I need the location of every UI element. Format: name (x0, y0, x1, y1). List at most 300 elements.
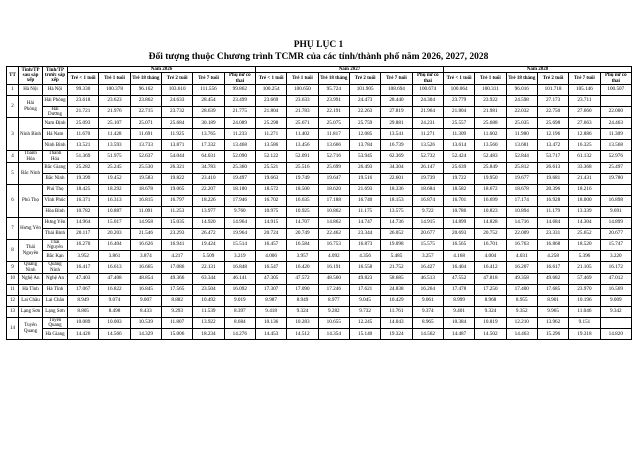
value-cell: 13.568 (600, 140, 631, 151)
value-cell: 9.732 (349, 306, 380, 317)
value-cell: 5.485 (381, 251, 412, 262)
sub-header-cell: Trẻ < 1 tuổi (443, 73, 474, 85)
value-cell: 46.141 (224, 273, 255, 284)
value-cell: 14.828 (475, 217, 506, 228)
value-cell: 11.807 (161, 317, 192, 329)
value-cell: 14.915 (255, 217, 286, 228)
value-cell: 19.497 (224, 173, 255, 184)
value-cell: 28.639 (193, 106, 224, 118)
province-after: Quảng Ninh (19, 262, 43, 274)
value-cell: 4.356 (349, 251, 380, 262)
value-cell: 13.666 (318, 140, 349, 151)
value-cell: 22.601 (381, 173, 412, 184)
value-cell: 25.245 (99, 162, 130, 173)
value-cell: 23.633 (287, 95, 318, 106)
sub-header-cell: Trẻ < 1 tuổi (255, 73, 286, 85)
value-cell: 13.575 (381, 206, 412, 217)
row-number: 3 (7, 118, 19, 151)
province-after: Bắc Ninh (19, 162, 43, 184)
row-number: 1 (7, 84, 19, 95)
value-cell: 13.541 (381, 129, 412, 140)
value-cell: 4.004 (475, 251, 506, 262)
province-before: Thái Bình (43, 228, 68, 239)
value-cell: 52.716 (318, 151, 349, 163)
page-subtitle: Đối tượng thuộc Chương trình TCMR của các tỉnh/thành phố năm 2026, 2027, 2028 (148, 52, 489, 62)
province-after: Thái Nguyên (19, 239, 43, 262)
value-cell: 15.140 (349, 329, 380, 340)
sub-header-cell: Phụ nữ có thai (412, 73, 443, 85)
value-cell: 9.691 (600, 206, 631, 217)
sub-header-cell: Phụ nữ có thai (600, 73, 631, 85)
table-row (7, 206, 632, 217)
value-cell: 25.699 (318, 162, 349, 173)
value-cell: 23.618 (68, 95, 99, 106)
value-cell: 22.750 (537, 106, 568, 118)
value-cell: 3.957 (287, 251, 318, 262)
value-cell: 22.032 (506, 106, 537, 118)
value-cell: 10.894 (506, 206, 537, 217)
value-cell: 10.786 (443, 206, 474, 217)
value-cell: 18.582 (443, 184, 474, 195)
value-cell: 3.257 (412, 251, 443, 262)
value-cell: 14.964 (224, 217, 255, 228)
value-cell: 11.046 (569, 306, 600, 317)
value-cell: 16.868 (537, 239, 568, 251)
province-before: Phú Thọ (43, 184, 68, 195)
value-cell: 14.426 (68, 329, 99, 340)
value-cell: 8.684 (224, 317, 255, 329)
value-cell: 9.401 (443, 306, 474, 317)
value-cell: 19.964 (224, 228, 255, 239)
value-cell: 9.007 (130, 295, 161, 306)
value-cell: 108.694 (381, 84, 412, 95)
value-cell: 47.012 (600, 273, 631, 284)
value-cell: 10.384 (443, 317, 474, 329)
value-cell: 14.329 (130, 329, 161, 340)
value-cell: 9.722 (412, 206, 443, 217)
province-before: Hải Phòng (43, 95, 68, 106)
value-cell: 3.219 (224, 251, 255, 262)
value-cell: 9.151 (569, 317, 600, 329)
value-cell: 15.296 (537, 329, 568, 340)
value-cell: 21.976 (99, 106, 130, 118)
value-cell: 4.258 (537, 251, 568, 262)
row-number: 6 (7, 184, 19, 217)
value-cell: 10.196 (569, 295, 600, 306)
value-cell: 18.000 (569, 195, 600, 206)
value-cell: 22.263 (349, 106, 380, 118)
value-cell: 14.862 (318, 217, 349, 228)
value-cell: 14.502 (475, 329, 506, 340)
value-cell: 25.671 (287, 118, 318, 129)
value-cell: 4.217 (161, 251, 192, 262)
value-cell: 23.922 (475, 95, 506, 106)
province-before: Hòa Bình (43, 206, 68, 217)
value-cell: 19.318 (569, 329, 600, 340)
sub-header-cell: Trẻ 18 tháng (130, 73, 161, 85)
value-cell: 13.456 (287, 140, 318, 151)
value-cell: 21.105 (569, 262, 600, 274)
value-cell: 30.189 (193, 118, 224, 129)
row-number: 11 (7, 284, 19, 295)
row-number: 9 (7, 262, 19, 274)
value-cell: 16.763 (506, 239, 537, 251)
province-after: Hưng Yên (19, 217, 43, 239)
value-cell: 64.031 (193, 151, 224, 163)
value-cell: 20.396 (537, 184, 568, 195)
value-cell: 16.325 (569, 140, 600, 151)
value-cell: 13.733 (130, 140, 161, 151)
province-after: Hà Nội (19, 84, 43, 95)
value-cell: 16.404 (99, 239, 130, 251)
value-cell: 14.453 (255, 329, 286, 340)
sub-header-cell: Trẻ 1 tuổi (287, 73, 318, 85)
value-cell: 100.311 (475, 84, 506, 95)
row-number: 10 (7, 273, 19, 284)
value-cell: 17.067 (68, 284, 99, 295)
value-cell: 9.282 (318, 306, 349, 317)
value-cell: 13.468 (224, 140, 255, 151)
value-cell: 12.886 (569, 129, 600, 140)
row-number: 12 (7, 295, 19, 306)
value-cell: 16.270 (68, 239, 99, 251)
value-cell: 16.928 (537, 195, 568, 206)
value-cell: 12.196 (537, 129, 568, 140)
value-cell: 23.732 (161, 106, 192, 118)
value-cell: 26.147 (412, 162, 443, 173)
province-before: Lai Châu (43, 295, 68, 306)
value-cell: 12.085 (349, 129, 380, 140)
value-cell: 101.905 (349, 84, 380, 95)
table-row (7, 95, 632, 106)
value-cell: 18.678 (506, 184, 537, 195)
sub-header-cell: Phụ nữ có thai (224, 73, 255, 85)
value-cell: 100.254 (255, 84, 286, 95)
value-cell: 10.655 (318, 317, 349, 329)
sub-header-row (7, 73, 632, 85)
value-cell: 14.304 (569, 217, 600, 228)
value-cell: 99.330 (68, 84, 99, 95)
value-cell: 16.191 (318, 262, 349, 274)
value-cell: 16.092 (224, 284, 255, 295)
value-cell: 14.964 (68, 217, 99, 228)
value-cell: 16.665 (130, 262, 161, 274)
value-cell: 16.584 (287, 239, 318, 251)
province-after: Tuyên Quang (19, 317, 43, 340)
value-cell: 23.970 (569, 284, 600, 295)
value-cell: 3.861 (99, 251, 130, 262)
value-cell: 25.298 (255, 118, 286, 129)
value-cell: 25.093 (68, 118, 99, 129)
value-cell: 16.701 (475, 239, 506, 251)
value-cell: 11.309 (443, 129, 474, 140)
value-cell: 52.122 (255, 151, 286, 163)
value-cell: 11.691 (130, 129, 161, 140)
value-cell: 13.472 (537, 140, 568, 151)
province-after: Nghệ An (19, 273, 43, 284)
value-cell: 105.146 (569, 84, 600, 95)
value-cell: 4.006 (255, 251, 286, 262)
value-cell: 22.131 (193, 262, 224, 274)
value-cell: 95.724 (318, 84, 349, 95)
value-cell: 25.521 (255, 162, 286, 173)
table-row (7, 228, 632, 239)
table-row (7, 173, 632, 184)
value-cell: 9.965 (537, 306, 568, 317)
value-cell: 20.203 (99, 228, 130, 239)
value-cell: 25.497 (600, 162, 631, 173)
value-cell: 34.304 (381, 162, 412, 173)
province-before: Vĩnh Phúc (43, 195, 68, 206)
value-cell: 24.473 (349, 95, 380, 106)
value-cell: 14.920 (193, 217, 224, 228)
value-cell: 16.617 (537, 262, 568, 274)
value-cell: 17.090 (287, 284, 318, 295)
value-cell: 53.717 (537, 151, 568, 163)
value-cell: 25.849 (475, 162, 506, 173)
value-cell: 10.539 (130, 317, 161, 329)
sub-header-cell: Trẻ 18 tháng (506, 73, 537, 85)
value-cell: 19.663 (255, 173, 286, 184)
value-cell: 19.780 (600, 173, 631, 184)
value-cell: 12.245 (349, 317, 380, 329)
value-cell: 52.091 (287, 151, 318, 163)
province-before: Bắc Kạn (43, 251, 68, 262)
value-cell: 4.168 (443, 251, 474, 262)
sub-header-cell: Trẻ 2 tuổi (161, 73, 192, 85)
value-cell: 18.216 (569, 184, 600, 195)
row-number: 14 (7, 317, 19, 340)
value-cell: 58.685 (381, 273, 412, 284)
province-before: Hà Giang (43, 329, 68, 340)
value-cell: 49.682 (537, 273, 568, 284)
value-cell: 53.945 (349, 151, 380, 163)
province-after: Hải Phòng (19, 95, 43, 118)
value-cell: 17.946 (224, 195, 255, 206)
value-cell: 47.408 (99, 273, 130, 284)
value-cell: 18.425 (68, 184, 99, 195)
value-cell: 11.179 (537, 206, 568, 217)
value-cell: 111.556 (193, 84, 224, 95)
value-cell: 23.504 (193, 284, 224, 295)
value-cell: 24.089 (224, 118, 255, 129)
value-cell: 13.586 (255, 140, 286, 151)
value-cell: 9.352 (506, 306, 537, 317)
value-cell: 17.478 (443, 284, 474, 295)
value-cell: 8.498 (99, 306, 130, 317)
value-cell: 51.369 (68, 151, 99, 163)
sub-header-cell: Trẻ 7 tuổi (193, 73, 224, 85)
value-cell: 14.487 (443, 329, 474, 340)
value-cell: 5.509 (193, 251, 224, 262)
value-cell: 14.915 (412, 217, 443, 228)
value-cell: 21.693 (349, 184, 380, 195)
value-cell: 13.593 (99, 140, 130, 151)
table-row (7, 162, 632, 173)
province-before: Hà Tĩnh (43, 284, 68, 295)
value-cell: 24.231 (412, 118, 443, 129)
table-row (7, 151, 632, 163)
value-cell: 14.562 (412, 329, 443, 340)
value-cell: 16.941 (161, 239, 192, 251)
value-cell: 21.431 (569, 173, 600, 184)
value-cell: 14.820 (600, 329, 631, 340)
value-cell: 16.172 (600, 262, 631, 274)
value-cell: 23.991 (318, 95, 349, 106)
row-number: 8 (7, 239, 19, 262)
value-cell: 17.086 (161, 262, 192, 274)
header-province-after: Tỉnh/TP sau sáp xếp (19, 67, 43, 85)
value-cell: 26.472 (193, 228, 224, 239)
value-cell: 47.818 (475, 273, 506, 284)
value-cell: 23.331 (537, 228, 568, 239)
value-cell: 18.672 (475, 184, 506, 195)
value-cell: 19.583 (130, 173, 161, 184)
value-cell: 16.699 (475, 195, 506, 206)
value-cell: 19.399 (68, 173, 99, 184)
value-cell: 9.324 (475, 306, 506, 317)
value-cell: 16.701 (443, 195, 474, 206)
value-cell: 96.016 (506, 84, 537, 95)
header-year-2027: Năm 2027 (255, 67, 443, 73)
value-cell: 8.949 (287, 295, 318, 306)
value-cell: 19.647 (318, 173, 349, 184)
value-cell: 13.681 (506, 140, 537, 151)
value-cell: 3.220 (600, 251, 631, 262)
value-cell: 11.091 (130, 206, 161, 217)
value-cell: 22.715 (130, 106, 161, 118)
value-cell: 27.660 (569, 106, 600, 118)
value-cell: 9.374 (412, 306, 443, 317)
value-cell (600, 317, 631, 329)
table-row (7, 217, 632, 228)
value-cell: 49.366 (161, 273, 192, 284)
value-cell: 23.623 (99, 95, 130, 106)
value-cell: 99.862 (224, 84, 255, 95)
value-cell: 19.424 (193, 239, 224, 251)
value-cell: 4.031 (506, 251, 537, 262)
value-cell: 14.899 (600, 217, 631, 228)
value-cell: 10.925 (287, 206, 318, 217)
value-cell: 18.500 (287, 184, 318, 195)
value-cell: 18.336 (381, 184, 412, 195)
value-cell: 22.191 (318, 106, 349, 118)
province-before: Lạng Sơn (43, 306, 68, 317)
data-table (6, 66, 632, 340)
value-cell: 9.324 (287, 306, 318, 317)
value-cell: 47.403 (68, 273, 99, 284)
value-cell: 17.188 (318, 195, 349, 206)
value-cell: 18.520 (569, 239, 600, 251)
value-cell: 14.276 (224, 329, 255, 340)
table-row (7, 118, 632, 129)
value-cell: 19.950 (475, 173, 506, 184)
value-cell: 33.368 (569, 162, 600, 173)
value-cell: 16.427 (412, 262, 443, 274)
table-row (7, 140, 632, 151)
value-cell: 16.569 (600, 284, 631, 295)
value-cell: 19.722 (443, 173, 474, 184)
value-cell: 14.043 (381, 317, 412, 329)
row-number: 2 (7, 95, 19, 118)
value-cell: 49.358 (506, 273, 537, 284)
sub-header-cell: Trẻ 1 tuổi (475, 73, 506, 85)
value-cell: 5.396 (569, 251, 600, 262)
row-number: 13 (7, 306, 19, 317)
province-after: Lạng Sơn (19, 306, 43, 317)
value-cell: 28.440 (381, 95, 412, 106)
value-cell: 26.493 (349, 162, 380, 173)
province-after: Hà Tĩnh (19, 284, 43, 295)
value-cell: 16.740 (349, 195, 380, 206)
value-cell: 24.304 (412, 95, 443, 106)
province-before: Thanh Hóa (43, 151, 68, 163)
value-cell: 22.009 (506, 228, 537, 239)
value-cell: 19.516 (349, 173, 380, 184)
value-cell: 16.739 (381, 140, 412, 151)
value-cell: 21.804 (255, 106, 286, 118)
value-cell: 21.546 (130, 228, 161, 239)
value-cell: 20.693 (443, 228, 474, 239)
value-cell: 20.752 (475, 228, 506, 239)
value-cell: 11.271 (412, 129, 443, 140)
value-cell: 11.253 (161, 206, 192, 217)
value-cell: 100.674 (412, 84, 443, 95)
value-cell: 54.044 (161, 151, 192, 163)
value-cell: 8.901 (537, 295, 568, 306)
value-cell: 15.035 (161, 217, 192, 228)
row-number: 4 (7, 151, 19, 163)
value-cell: 9.418 (255, 306, 286, 317)
value-cell: 25.107 (99, 118, 130, 129)
table-row (7, 262, 632, 274)
value-cell: 16.264 (412, 284, 443, 295)
header-tt: TT (7, 67, 19, 85)
province-after: Lai Châu (19, 295, 43, 306)
value-cell: 16.822 (99, 284, 130, 295)
value-cell: 28.454 (193, 95, 224, 106)
value-cell: 19.739 (412, 173, 443, 184)
value-cell: 23.711 (569, 95, 600, 106)
value-cell: 10.887 (99, 206, 130, 217)
value-cell (600, 184, 631, 195)
table-row (7, 84, 632, 95)
value-cell: 26.321 (161, 162, 192, 173)
province-before: Quảng Ninh (43, 262, 68, 274)
value-cell: 52.844 (506, 151, 537, 163)
value-cell: 8.955 (506, 295, 537, 306)
province-before: Hưng Yên (43, 217, 68, 228)
value-cell: 14.736 (381, 217, 412, 228)
value-cell: 13.977 (193, 206, 224, 217)
value-cell: 22.000 (600, 106, 631, 118)
value-cell: 27.173 (537, 95, 568, 106)
table-row (7, 306, 632, 317)
value-cell: 17.565 (161, 284, 192, 295)
value-cell: 51.975 (99, 151, 130, 163)
value-cell: 16.371 (68, 195, 99, 206)
province-after: Ninh Bình (19, 118, 43, 151)
value-cell: 16.753 (318, 239, 349, 251)
value-cell: 15.514 (224, 239, 255, 251)
value-cell: 13.521 (68, 140, 99, 151)
value-cell: 19.681 (537, 173, 568, 184)
value-cell: 16.848 (224, 262, 255, 274)
value-cell: 17.246 (318, 284, 349, 295)
sub-header-cell: Trẻ 18 tháng (318, 73, 349, 85)
value-cell: 14.463 (506, 329, 537, 340)
value-cell: 11.980 (506, 129, 537, 140)
